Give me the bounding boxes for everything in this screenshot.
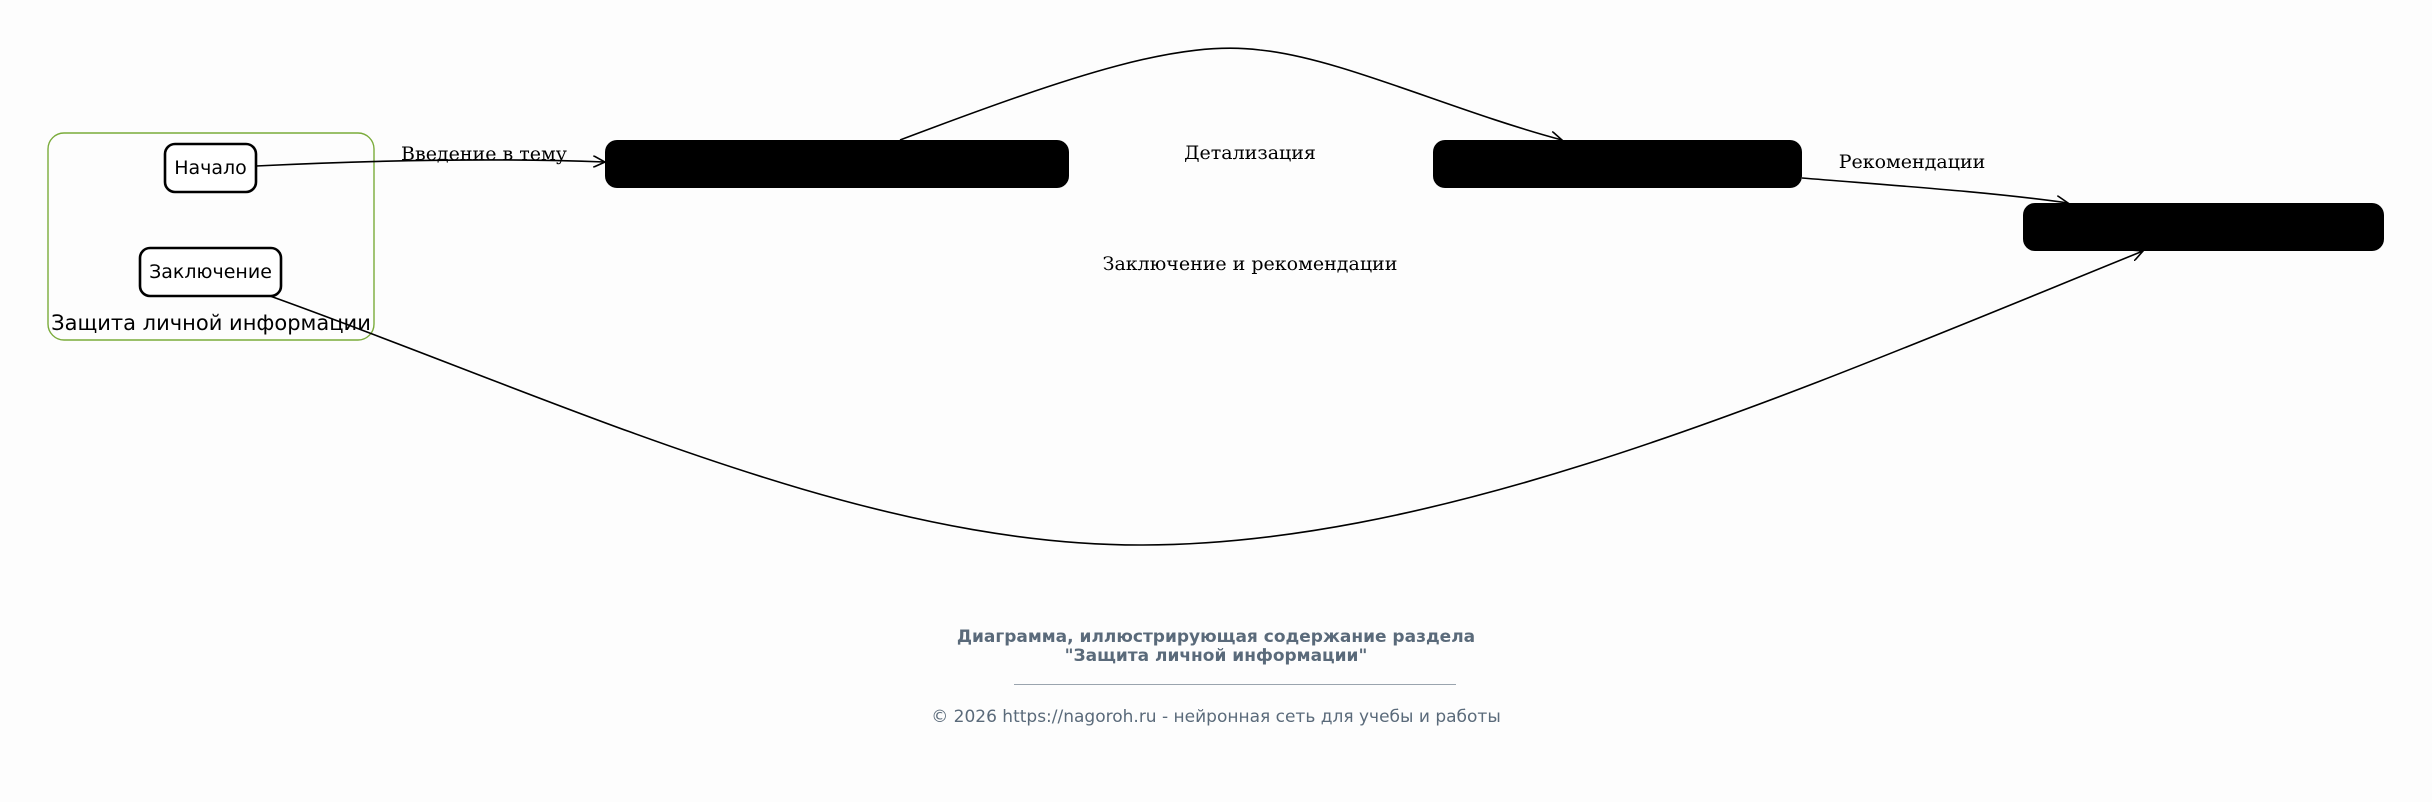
diagram-caption (0, 628, 2432, 666)
state-box-3[interactable] (2023, 203, 2384, 251)
node-start-label: Начало (174, 157, 247, 179)
cluster-label: Защита личной информации (51, 311, 371, 335)
edge-conclusion-recommendations-label: Заключение и рекомендации (1102, 253, 1398, 275)
state-box-1[interactable] (605, 140, 1069, 188)
footer-copyright: © 2026 https://nagoroh.ru - нейронная сеть для учебы и работы (931, 707, 1501, 727)
state-box-2[interactable] (1433, 140, 1802, 188)
edge-detail-label: Детализация (1184, 142, 1316, 164)
node-conclusion[interactable] (140, 248, 281, 296)
node-start[interactable] (165, 144, 256, 192)
node-conclusion-label: Заключение (149, 261, 272, 283)
edge-recommendations (1802, 178, 2068, 203)
edge-recommendations-label: Рекомендации (1838, 151, 1986, 173)
caption-divider (1014, 684, 1456, 685)
edge-detail (900, 48, 1562, 140)
edge-intro-label: Введение в тему (401, 143, 567, 165)
caption-line-1: Диаграмма, иллюстрирующая содержание раздела (956, 627, 1476, 647)
caption-line-2: "Защита личной информации" (1064, 646, 1368, 666)
edge-conclusion-recommendations (270, 251, 2143, 545)
